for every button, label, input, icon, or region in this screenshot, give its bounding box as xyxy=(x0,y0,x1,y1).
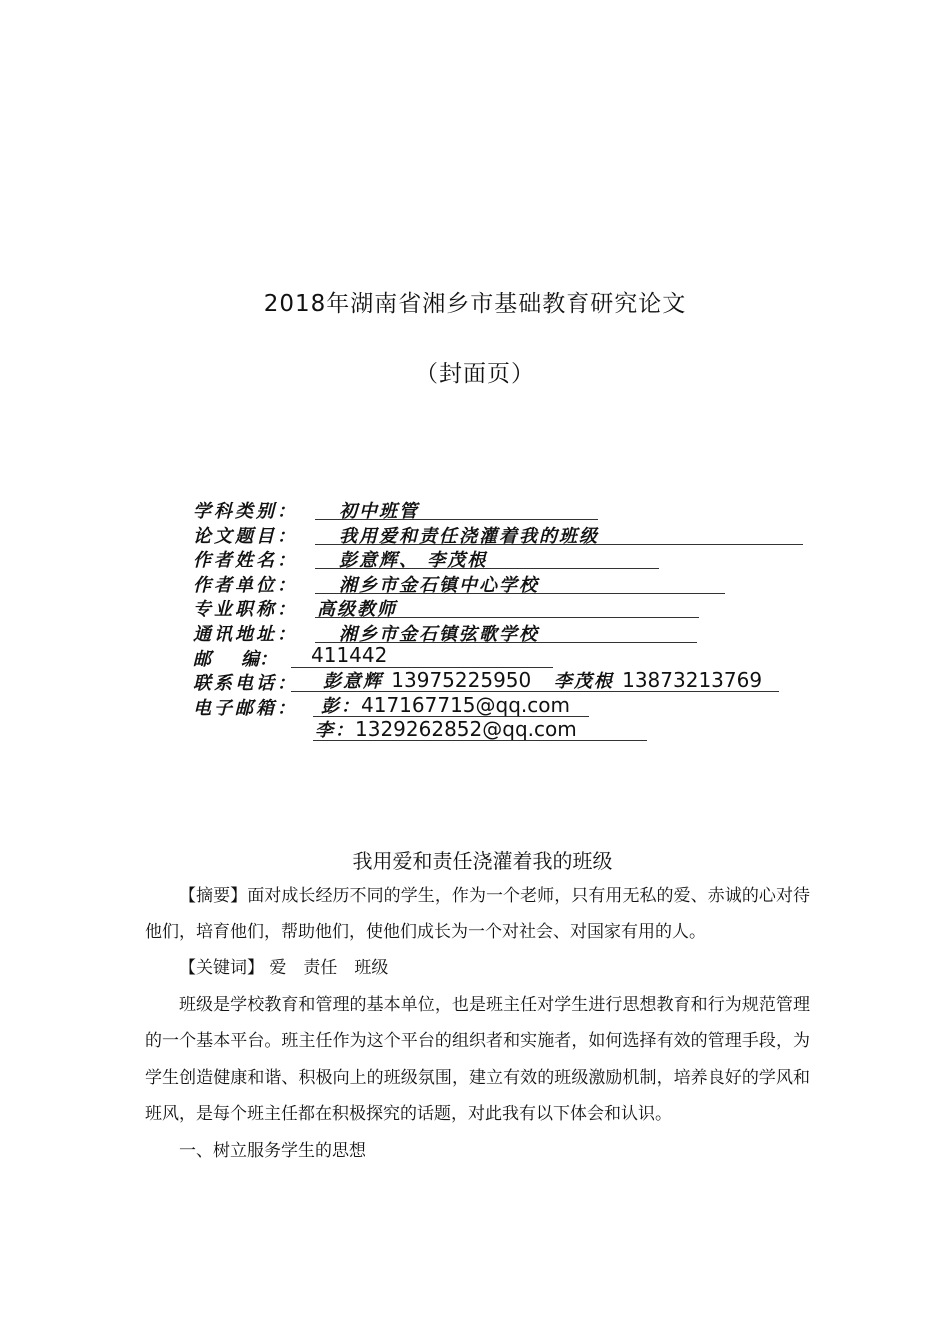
info-label: 论文题目： xyxy=(193,525,298,547)
contact-name: 李： xyxy=(315,720,355,742)
info-label: 作者姓名： xyxy=(193,550,298,572)
abstract: 【摘要】面对成长经历不同的学生，作为一个老师，只有用无私的爱、赤诚的心对待他们，培育他们，帮助他们，使他们成长为一个对社会、对国家有用的人。 xyxy=(145,886,810,942)
info-value: 湘乡市金石镇弦歌学校 xyxy=(339,623,539,645)
underline xyxy=(315,593,725,594)
contact-name: 李茂根 xyxy=(553,671,614,693)
underline xyxy=(315,544,803,545)
underline xyxy=(315,568,659,569)
info-value: 初中班管 xyxy=(339,501,419,522)
article xyxy=(145,845,810,1169)
info-label: 专业职称： xyxy=(193,599,298,621)
info-label: 联系电话： xyxy=(193,673,298,695)
underline xyxy=(313,740,647,741)
info-value: 彭意辉、 李茂根 xyxy=(339,550,488,572)
article-title: 我用爱和责任浇灌着我的班级 xyxy=(352,849,613,873)
contact-name: 彭意辉 xyxy=(323,671,383,693)
cover-title: 2018年湖南省湘乡市基础教育研究论文 xyxy=(263,291,687,317)
email-address: 1329262852@qq.com xyxy=(355,717,577,742)
info-label: 作者单位： xyxy=(193,574,298,596)
phone-number: 13873213769 xyxy=(622,668,763,693)
info-value: 我用爱和责任浇灌着我的班级 xyxy=(339,525,599,547)
info-value: 411442 xyxy=(311,642,388,667)
underline xyxy=(315,617,699,618)
info-label: 电子邮箱： xyxy=(193,697,298,719)
contact-name: 彭： xyxy=(321,695,361,717)
info-label: 学科类别： xyxy=(193,501,298,522)
info-label: 通讯地址： xyxy=(193,623,298,645)
cover-subtitle: （封面页） xyxy=(415,361,535,387)
underline xyxy=(315,519,598,520)
info-value: 湘乡市金石镇中心学校 xyxy=(339,574,539,596)
email-address: 417167715@qq.com xyxy=(361,692,570,717)
keywords: 【关键词】 爱 责任 班级 xyxy=(179,958,389,978)
section-heading: 一、树立服务学生的思想 xyxy=(179,1140,366,1161)
phone-number: 13975225950 xyxy=(391,668,532,693)
body-paragraph: 班级是学校教育和管理的基本单位，也是班主任对学生进行思想教育和行为规范管理的一个基本平台。班主任作为这个平台的组织者和实施者，如何选择有效的管理手段，为学生创造健康和谐、积极向上的班级氛围，建立有效的班级激励机制，培养良好的学风和班风，是每个班主任都在积极探究的话题，对此我有以下体会和认识。 xyxy=(145,994,810,1124)
info-value: 高级教师 xyxy=(317,599,397,621)
info-label: 邮 编： xyxy=(193,648,277,670)
